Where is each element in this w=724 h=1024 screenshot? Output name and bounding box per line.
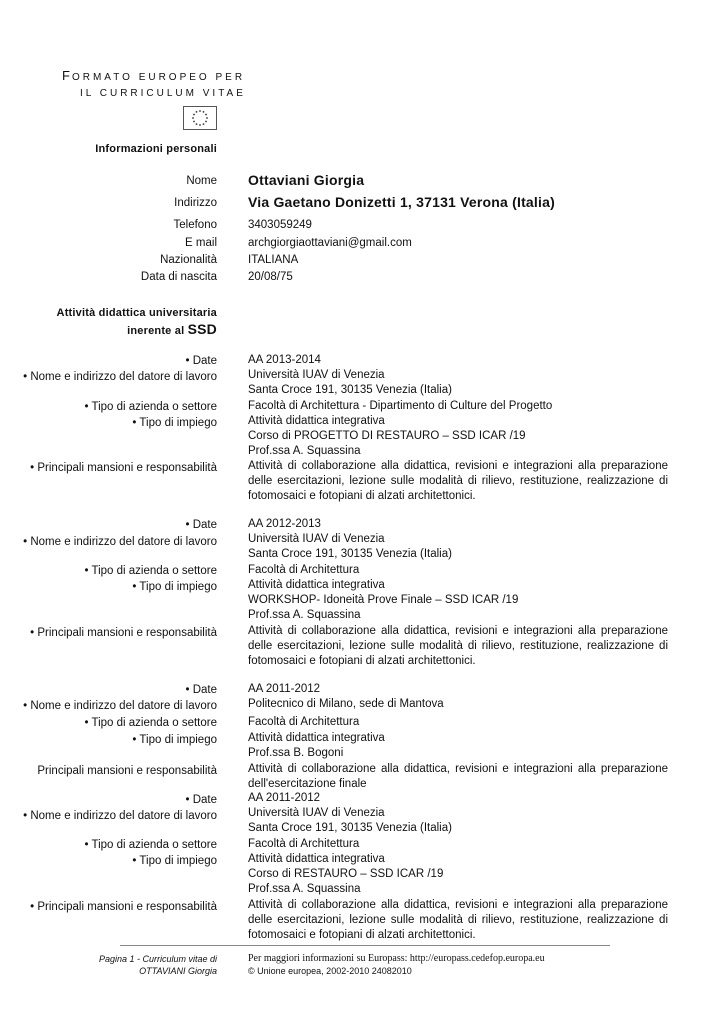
section-title-personal: Informazioni personali [95,143,217,155]
value-data-nascita: 20/08/75 [248,271,293,283]
label-duties-1: • Principali mansioni e responsabilità [30,462,217,474]
value-job-type-2: Attività didattica integrativa WORKSHOP- Idoneità Prove Finale – SSD ICAR /19 Prof.ssa A. Squassina [248,579,519,621]
value-employer-2: Università IUAV di Venezia Santa Croce 191, 30135 Venezia (Italia) [248,533,452,560]
value-duties-4: Attività di collaborazione alla didattica, revisioni e integrazioni alla preparazione delle esercitazioni, lezione sulle modalità di rilievo, restituzione, realizzazione di fotomosaici e fotopiani di alzati architettonici. [248,899,668,941]
label-employer-3: • Nome e indirizzo del datore di lavoro [23,700,217,712]
value-telefono: 3403059249 [248,219,312,231]
value-indirizzo: Via Gaetano Donizetti 1, 37131 Verona (Italia) [248,194,555,210]
value-job-type-1: Attività didattica integrativa Corso di PROGETTO DI RESTAURO – SSD ICAR /19 Prof.ssa A. Squassina [248,415,526,457]
value-date-2: AA 2012-2013 [248,518,321,530]
value-company-type-3: Facoltà di Architettura [248,716,360,728]
value-company-type-1: Facoltà di Architettura - Dipartimento di Culture del Progetto [248,400,553,412]
value-nazionalita: ITALIANA [248,254,299,266]
value-duties-2: Attività di collaborazione alla didattica, revisioni e integrazioni alla preparazione delle esercitazioni, lezione sulle modalità di rilievo, restituzione, realizzazione di fotomosaici e fotopiani di alzati architettonici. [248,625,668,667]
label-nazionalita: Nazionalità [160,254,217,266]
label-date-1: • Date [185,355,217,367]
value-duties-1: Attività di collaborazione alla didattica, revisioni e integrazioni alla preparazione delle esercitazioni, lezione sulle modalità di rilievo, restituzione, realizzazione di fotomosaici e fotopiani di alzati architettonici. [248,460,668,502]
label-company-type-4: • Tipo di azienda o settore [84,839,217,851]
value-nome: Ottaviani Giorgia [248,172,365,188]
label-job-type-2: • Tipo di impiego [132,581,217,593]
label-duties-4: • Principali mansioni e responsabilità [30,901,217,913]
label-indirizzo: Indirizzo [174,197,217,209]
label-telefono: Telefono [173,219,217,231]
label-company-type-1: • Tipo di azienda o settore [84,401,217,413]
label-company-type-2: • Tipo di azienda o settore [84,565,217,577]
value-company-type-4: Facoltà di Architettura [248,838,360,850]
value-employer-4: Università IUAV di Venezia Santa Croce 191, 30135 Venezia (Italia) [248,807,452,834]
value-employer-3: Politecnico di Milano, sede di Mantova [248,698,444,710]
label-date-2: • Date [185,519,217,531]
label-email: E mail [185,237,217,249]
footer-europass-info: Per maggiori informazioni su Europass: http://europass.cedefop.europa.eu © Unione europea, 2002-2010 24082010 [248,953,545,976]
label-job-type-3: • Tipo di impiego [132,734,217,746]
footer-divider [120,945,610,946]
section-title-teaching: Attività didattica universitaria inerente al SSD [56,307,217,337]
value-date-3: AA 2011-2012 [248,683,321,695]
eu-flag-icon [183,106,217,130]
label-duties-2: • Principali mansioni e responsabilità [30,627,217,639]
footer-page-info: Pagina 1 - Curriculum vitae di OTTAVIANI Giorgia [98,954,217,976]
value-date-4: AA 2011-2012 [248,792,321,804]
value-date-1: AA 2013-2014 [248,354,321,366]
label-nome: Nome [186,175,217,187]
label-date-3: • Date [185,684,217,696]
value-job-type-3: Attività didattica integrativa Prof.ssa B. Bogoni [248,732,385,759]
label-date-4: • Date [185,794,217,806]
label-employer-4: • Nome e indirizzo del datore di lavoro [23,810,217,822]
label-employer-2: • Nome e indirizzo del datore di lavoro [23,536,217,548]
value-duties-3: Attività di collaborazione alla didattica, revisioni e integrazioni alla preparazione dell'esercitazione finale [248,763,668,790]
label-duties-3: Principali mansioni e responsabilità [37,765,217,777]
value-employer-1: Università IUAV di Venezia Santa Croce 191, 30135 Venezia (Italia) [248,369,452,396]
value-company-type-2: Facoltà di Architettura [248,564,360,576]
label-company-type-3: • Tipo di azienda o settore [84,717,217,729]
label-employer-1: • Nome e indirizzo del datore di lavoro [23,371,217,383]
cv-title-line1: FORMATO EUROPEO PER [62,68,246,83]
value-email: archgiorgiaottaviani@gmail.com [248,237,412,249]
cv-title-line2: IL CURRICULUM VITAE [80,88,246,99]
value-job-type-4: Attività didattica integrativa Corso di RESTAURO – SSD ICAR /19 Prof.ssa A. Squassina [248,853,444,895]
label-job-type-1: • Tipo di impiego [132,417,217,429]
label-data-nascita: Data di nascita [140,271,217,283]
label-job-type-4: • Tipo di impiego [132,855,217,867]
